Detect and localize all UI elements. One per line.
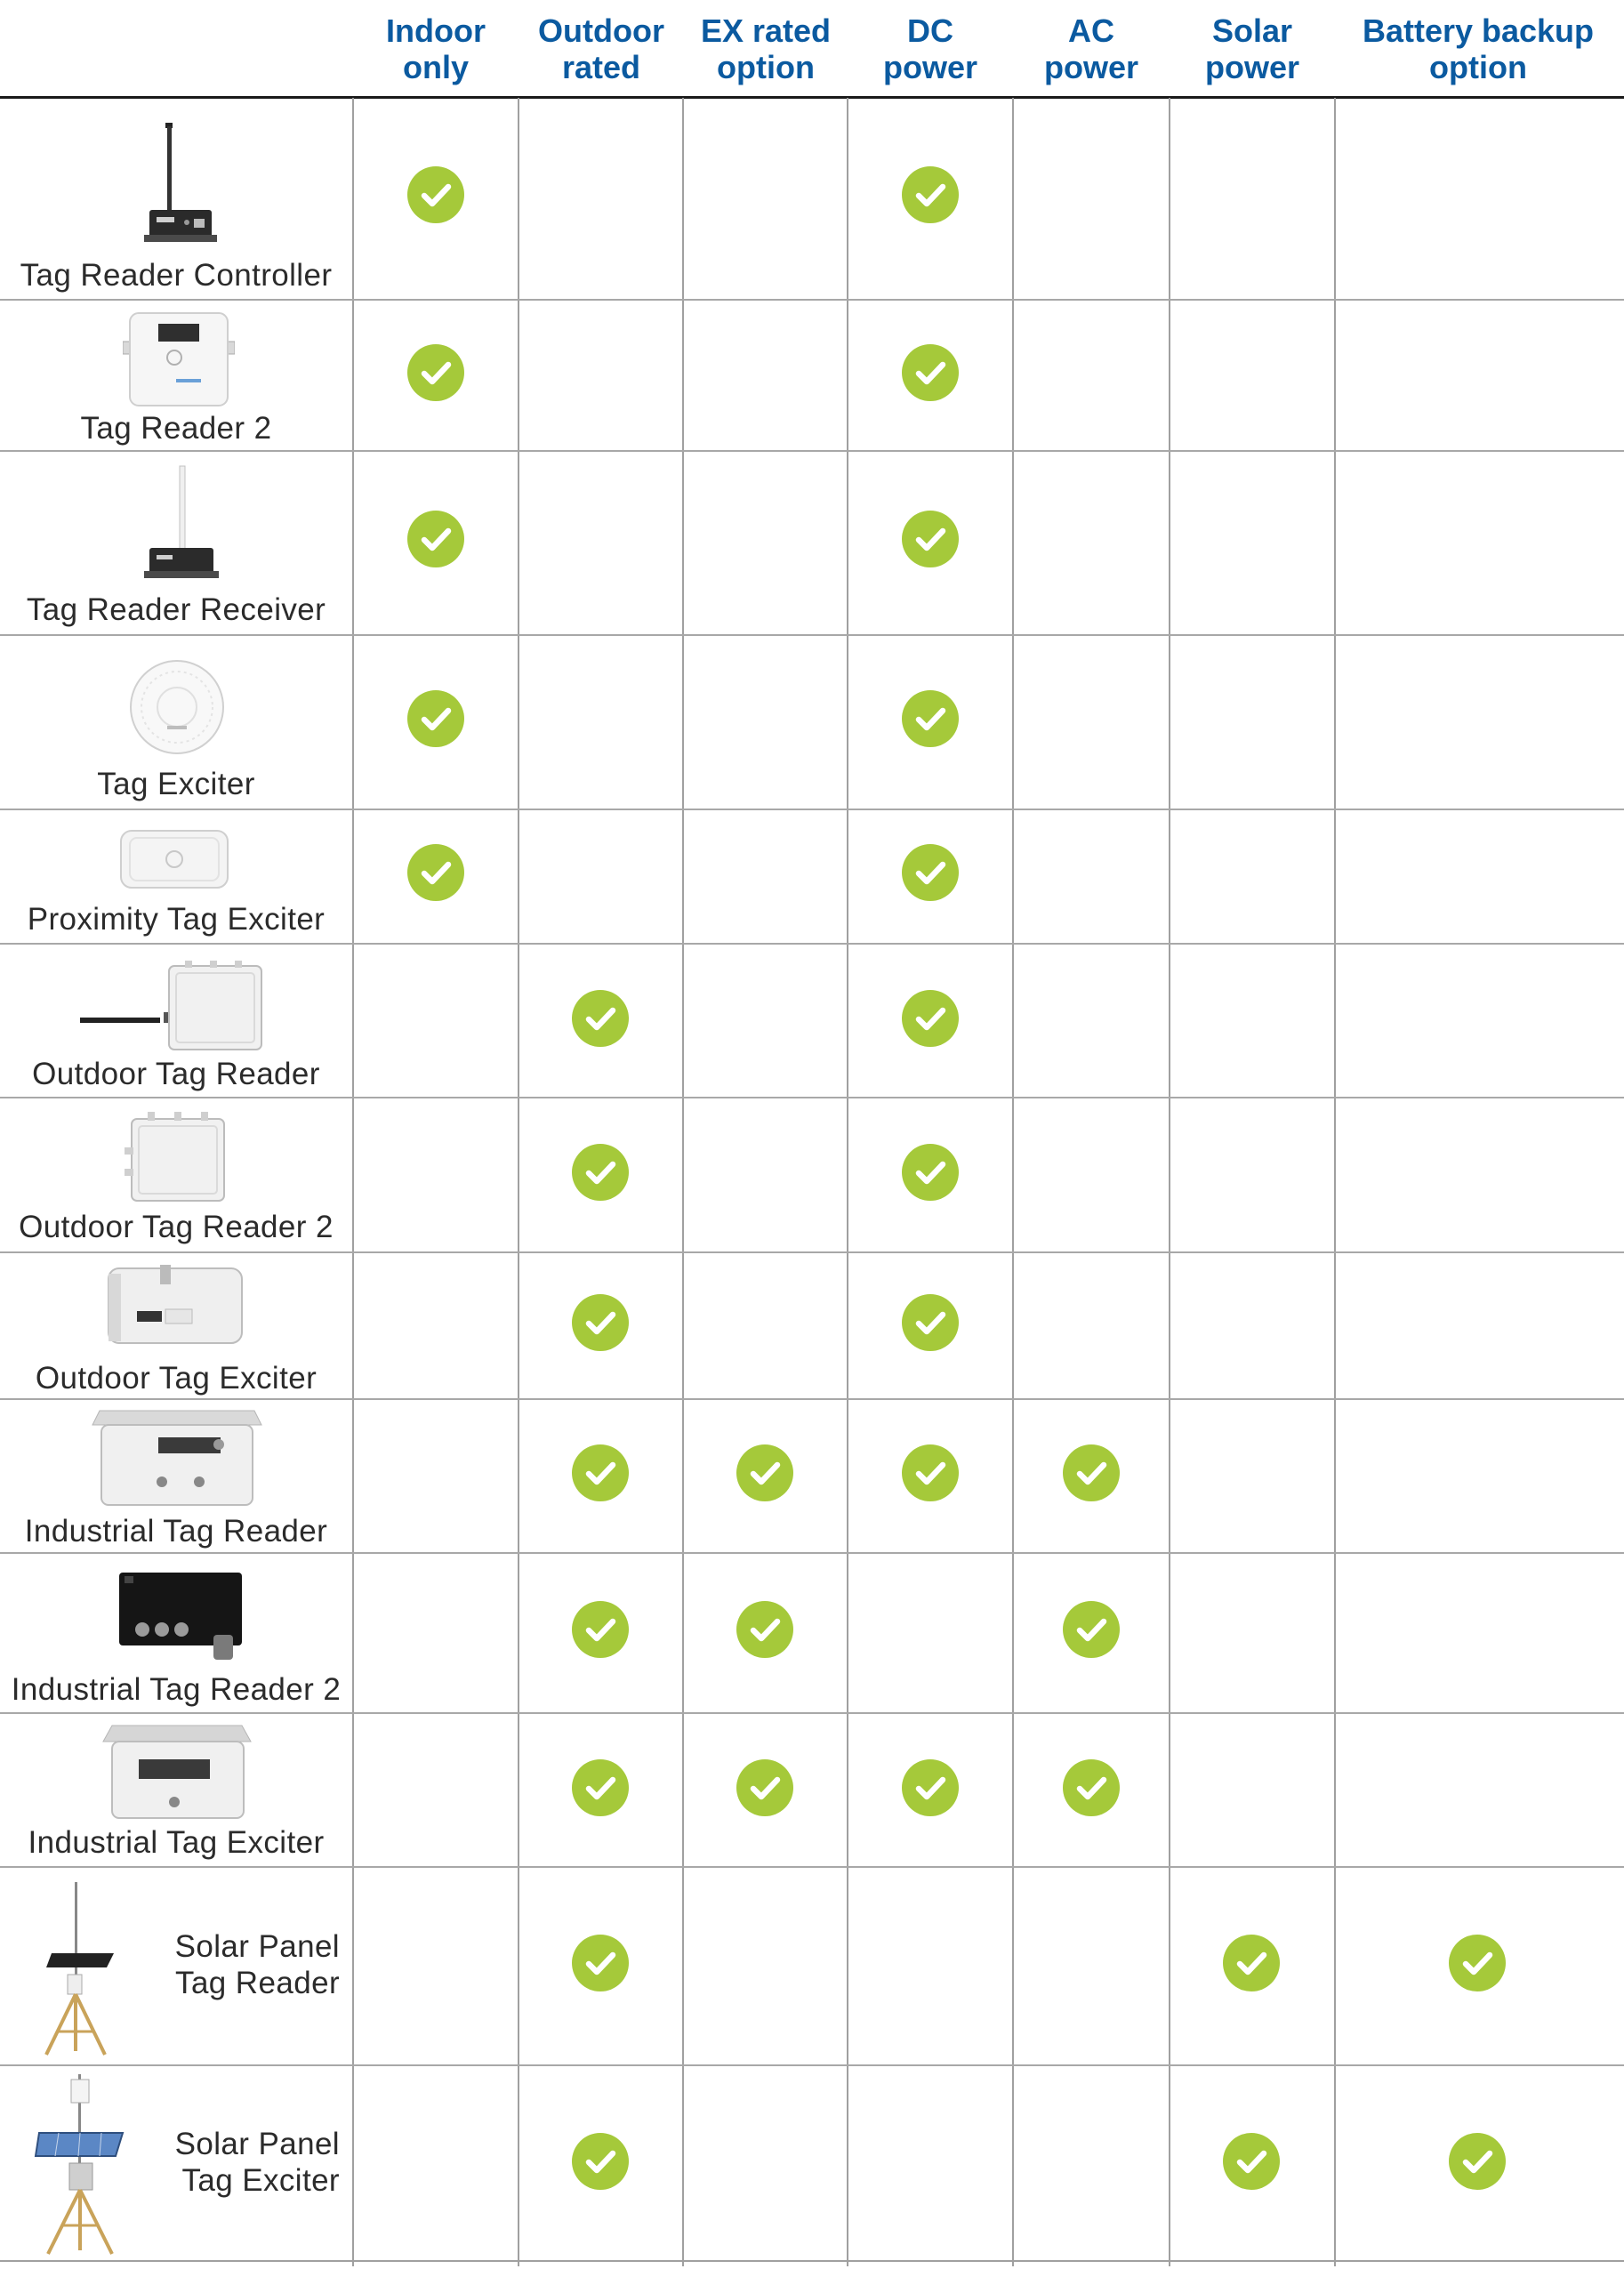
industrial-exciter-box-icon bbox=[100, 1724, 254, 1822]
check-icon bbox=[736, 1444, 793, 1501]
check-icon bbox=[902, 690, 959, 747]
check-icon bbox=[1063, 1601, 1120, 1658]
row-label: Outdoor Tag Reader 2 bbox=[19, 1210, 334, 1244]
row-divider bbox=[0, 1552, 1624, 1554]
check-icon bbox=[902, 1759, 959, 1816]
grid-line bbox=[1169, 98, 1170, 2266]
controller-with-antenna-icon bbox=[142, 123, 231, 247]
row-divider bbox=[0, 809, 1624, 810]
grid-line bbox=[352, 98, 354, 2266]
check-icon bbox=[902, 166, 959, 223]
grid-line bbox=[1334, 98, 1336, 2266]
check-icon bbox=[736, 1759, 793, 1816]
check-icon bbox=[407, 511, 464, 567]
round-exciter-icon bbox=[128, 658, 226, 756]
table-header bbox=[0, 0, 1624, 99]
col-header-ex-rated: EX rated option bbox=[700, 12, 832, 85]
check-icon bbox=[407, 690, 464, 747]
check-icon bbox=[407, 166, 464, 223]
row-divider bbox=[0, 1866, 1624, 1868]
outdoor-enclosure-antenna-icon bbox=[78, 961, 267, 1053]
row-label: Industrial Tag Reader bbox=[24, 1514, 328, 1549]
check-icon bbox=[572, 2133, 629, 2190]
check-icon bbox=[736, 1601, 793, 1658]
col-header-battery-backup: Battery backup option bbox=[1362, 12, 1595, 85]
col-header-outdoor: Outdoor rated bbox=[538, 12, 664, 85]
check-icon bbox=[1449, 1935, 1506, 1991]
flat-exciter-icon bbox=[119, 829, 229, 891]
row-label: Tag Exciter bbox=[97, 767, 255, 801]
white-reader-box-icon bbox=[123, 311, 235, 407]
row-label: Tag Reader Controller bbox=[20, 258, 333, 293]
grid-line bbox=[518, 98, 519, 2266]
row-divider bbox=[0, 1712, 1624, 1714]
row-label: Outdoor Tag Reader bbox=[32, 1057, 320, 1091]
grid-line bbox=[682, 98, 684, 2266]
check-icon bbox=[1063, 1759, 1120, 1816]
check-icon bbox=[902, 511, 959, 567]
check-icon bbox=[572, 1144, 629, 1201]
row-label: Industrial Tag Exciter bbox=[28, 1825, 325, 1860]
check-icon bbox=[572, 990, 629, 1047]
grid-line bbox=[847, 98, 848, 2266]
check-icon bbox=[902, 844, 959, 901]
check-icon bbox=[407, 344, 464, 401]
row-divider bbox=[0, 1251, 1624, 1253]
industrial-box-icon bbox=[89, 1409, 265, 1507]
check-icon bbox=[572, 1759, 629, 1816]
check-icon bbox=[572, 1935, 629, 1991]
black-industrial-box-icon bbox=[116, 1571, 245, 1663]
outdoor-enclosure-icon bbox=[125, 1112, 229, 1204]
check-icon bbox=[572, 1294, 629, 1351]
row-divider bbox=[0, 2064, 1624, 2066]
check-icon bbox=[1449, 2133, 1506, 2190]
row-label: Tag Reader Receiver bbox=[26, 592, 326, 627]
row-label: Industrial Tag Reader 2 bbox=[11, 1672, 342, 1707]
check-icon bbox=[1063, 1444, 1120, 1501]
check-icon bbox=[902, 1294, 959, 1351]
row-label: Solar Panel Tag Exciter bbox=[174, 2127, 340, 2198]
check-icon bbox=[902, 990, 959, 1047]
check-icon bbox=[902, 1444, 959, 1501]
col-header-indoor: Indoor only bbox=[386, 12, 486, 85]
row-label: Proximity Tag Exciter bbox=[27, 902, 326, 937]
col-header-dc-power: DC power bbox=[882, 12, 977, 85]
row-label: Solar Panel Tag Reader bbox=[174, 1929, 340, 2000]
row-divider bbox=[0, 450, 1624, 452]
solar-mast-exciter-icon bbox=[32, 2074, 128, 2256]
check-icon bbox=[902, 344, 959, 401]
row-divider bbox=[0, 1097, 1624, 1098]
solar-mast-reader-icon bbox=[32, 1882, 121, 2056]
row-divider bbox=[0, 299, 1624, 301]
table-bottom-border bbox=[0, 2260, 1624, 2262]
row-divider bbox=[0, 1398, 1624, 1400]
row-divider bbox=[0, 634, 1624, 636]
row-divider bbox=[0, 943, 1624, 945]
check-icon bbox=[572, 1601, 629, 1658]
check-icon bbox=[1223, 1935, 1280, 1991]
grid-line bbox=[1012, 98, 1014, 2266]
receiver-with-antenna-icon bbox=[142, 464, 231, 582]
check-icon bbox=[407, 844, 464, 901]
check-icon bbox=[572, 1444, 629, 1501]
row-label: Tag Reader 2 bbox=[80, 411, 272, 446]
outdoor-exciter-box-icon bbox=[101, 1265, 247, 1347]
col-header-solar-power: Solar power bbox=[1204, 12, 1299, 85]
row-label: Outdoor Tag Exciter bbox=[35, 1361, 318, 1396]
check-icon bbox=[1223, 2133, 1280, 2190]
check-icon bbox=[902, 1144, 959, 1201]
col-header-ac-power: AC power bbox=[1043, 12, 1138, 85]
